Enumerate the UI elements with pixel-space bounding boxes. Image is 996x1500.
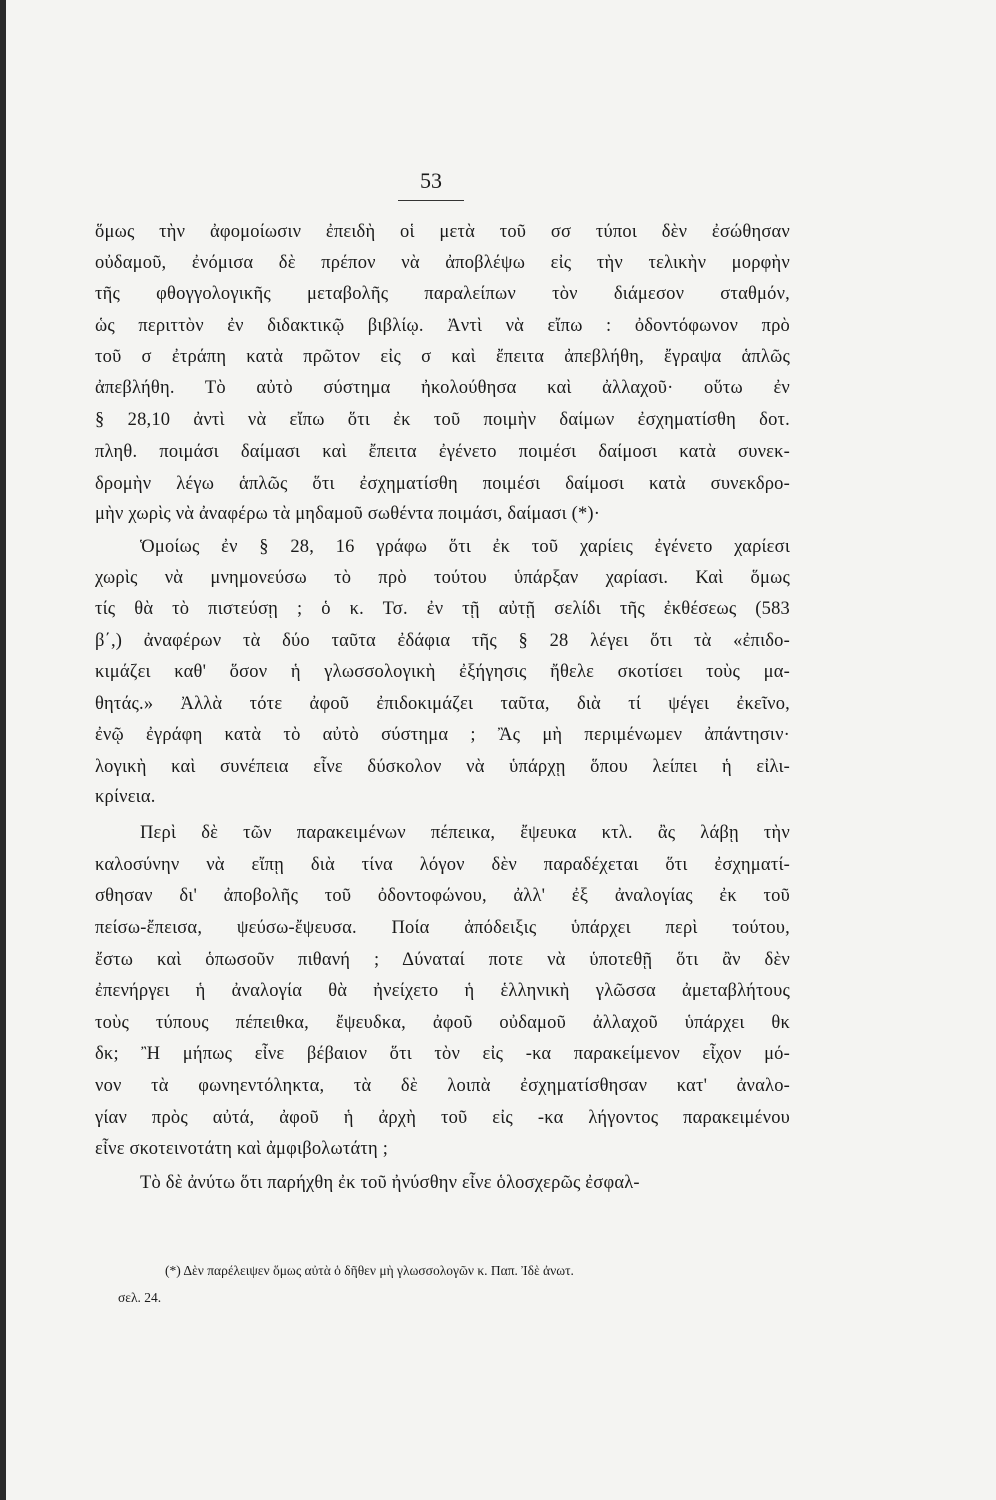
text-line: κιμάζει καθ' ὅσον ἡ γλωσσολογικὴ ἐξήγησις ἤθελε σκοτίσει τοὺς μα- [95,662,790,682]
text-line: ὡς περιττὸν ἐν διδακτικῷ βιβλίῳ. Ἀντὶ νὰ εἴπω : ὀδοντόφωνον πρὸ [95,316,790,336]
text-line: κρίνεια. [95,787,156,807]
text-line: μὴν χωρὶς νὰ ἀναφέρω τὰ μηδαμοῦ σωθέντα ποιμάσι, δαίμασι (*)· [95,504,601,524]
text-line: πείσω-ἔπεισα, ψεύσω-ἔψευσα. Ποία ἀπόδειξις ὑπάρχει περὶ τούτου, [95,918,790,938]
footnote-line-2: σελ. 24. [118,1290,162,1305]
text-line: δρομὴν λέγω ἁπλῶς ὅτι ἐσχηματίσθη ποιμέσι δαίμοσι κατὰ συνεκδρο- [95,474,790,494]
text-line: β΄,) ἀναφέρων τὰ δύο ταῦτα ἐδάφια τῆς § 28 λέγει ὅτι τὰ «ἐπιδο- [95,631,790,651]
text-line: γίαν πρὸς αὐτά, ἀφοῦ ἡ ἀρχὴ τοῦ εἰς -κα λήγοντος παρακειμένου [95,1108,790,1128]
text-line: οὐδαμοῦ, ἐνόμισα δὲ πρέπον νὰ ἀποβλέψω εἰς τὴν τελικὴν μορφὴν [95,253,790,273]
text-line: ἀπεβλήθη. Τὸ αὐτὸ σύστημα ἠκολούθησα καὶ ἀλλαχοῦ· οὕτω ἐν [95,378,790,398]
text-line: Ὁμοίως ἐν § 28, 16 γράφω ὅτι ἐκ τοῦ χαρίεις ἐγένετο χαρίεσι [140,537,790,557]
scan-edge [0,0,6,1500]
header-rule [398,200,464,201]
text-line: ὅμως τὴν ἀφομοίωσιν ἐπειδὴ οἱ μετὰ τοῦ σσ τύποι δὲν ἐσώθησαν [95,222,790,242]
text-line: Περὶ δὲ τῶν παρακειμένων πέπεικα, ἔψευκα κτλ. ἂς λάβῃ τὴν [140,823,790,843]
text-line: σθησαν δι' ἀποβολῆς τοῦ ὀδοντοφώνου, ἀλλ' ἐξ ἀναλογίας ἐκ τοῦ [95,886,790,906]
text-line: τοὺς τύπους πέπειθκα, ἔψευδκα, ἀφοῦ οὐδαμοῦ ἀλλαχοῦ ὑπάρχει θκ [95,1013,790,1033]
text-line: ἔστω καὶ ὁπωσοῦν πιθανή ; Δύναταί ποτε νὰ ὑποτεθῇ ὅτι ἂν δὲν [95,950,790,970]
text-line: τοῦ σ ἐτράπη κατὰ πρῶτον εἰς σ καὶ ἔπειτα ἀπεβλήθη, ἔγραψα ἁπλῶς [95,347,790,367]
text-line: τῆς φθογγολογικῆς μεταβολῆς παραλείπων τὸν διάμεσον σταθμόν, [95,284,790,304]
text-line: δκ; Ἢ μήπως εἶνε βέβαιον ὅτι τὸν εἰς -κα παρακείμενον εἶχον μό- [95,1044,790,1064]
text-line: λογικὴ καὶ συνέπεια εἶνε δύσκολον νὰ ὑπάρχῃ ὅπου λείπει ἡ εἰλι- [95,757,790,777]
text-line: πληθ. ποιμάσι δαίμασι καὶ ἔπειτα ἐγένετο ποιμέσι δαίμοσι κατὰ συνεκ- [95,442,790,462]
footnote-line-1: (*) Δὲν παρέλειψεν ὅμως αὐτὰ ὁ δῆθεν μὴ γλωσσολογῶν κ. Παπ. Ἰδὲ ἀνωτ. [165,1263,574,1278]
text-line: Τὸ δὲ ἀνύτω ὅτι παρήχθη ἐκ τοῦ ἠνύσθην εἶνε ὁλοσχερῶς ἐσφαλ- [140,1173,640,1193]
text-line: καλοσύνην νὰ εἴπῃ διὰ τίνα λόγον δὲν παραδέχεται ὅτι ἐσχηματί- [95,855,790,875]
text-line: εἶνε σκοτεινοτάτη καὶ ἀμφιβολωτάτη ; [95,1139,389,1159]
text-line: νον τὰ φωνηεντόληκτα, τὰ δὲ λοιπὰ ἐσχηματίσθησαν κατ' ἀναλο- [95,1076,790,1096]
text-line: ἐνῷ ἐγράφη κατὰ τὸ αὐτὸ σύστημα ; Ἂς μὴ περιμένωμεν ἀπάντησιν· [95,725,790,745]
text-line: θητάς.» Ἀλλὰ τότε ἀφοῦ ἐπιδοκιμάζει ταῦτα, διὰ τί ψέγει ἐκεῖνο, [95,694,790,714]
text-line: ἐπενήργει ἡ ἀναλογία θὰ ἠνείχετο ἡ ἑλληνικὴ γλῶσσα ἀμεταβλήτους [95,981,790,1001]
text-line: § 28,10 ἀντὶ νὰ εἴπω ὅτι ἐκ τοῦ ποιμὴν δαίμων ἐσχηματίσθη δοτ. [95,410,790,430]
page-number: 53 [420,168,442,193]
text-line: τίς θὰ τὸ πιστεύσῃ ; ὁ κ. Τσ. ἐν τῇ αὐτῇ σελίδι τῆς ἐκθέσεως (583 [95,599,790,619]
text-line: χωρὶς νὰ μνημονεύσω τὸ πρὸ τούτου ὑπάρξαν χαρίασι. Καὶ ὅμως [95,568,790,588]
